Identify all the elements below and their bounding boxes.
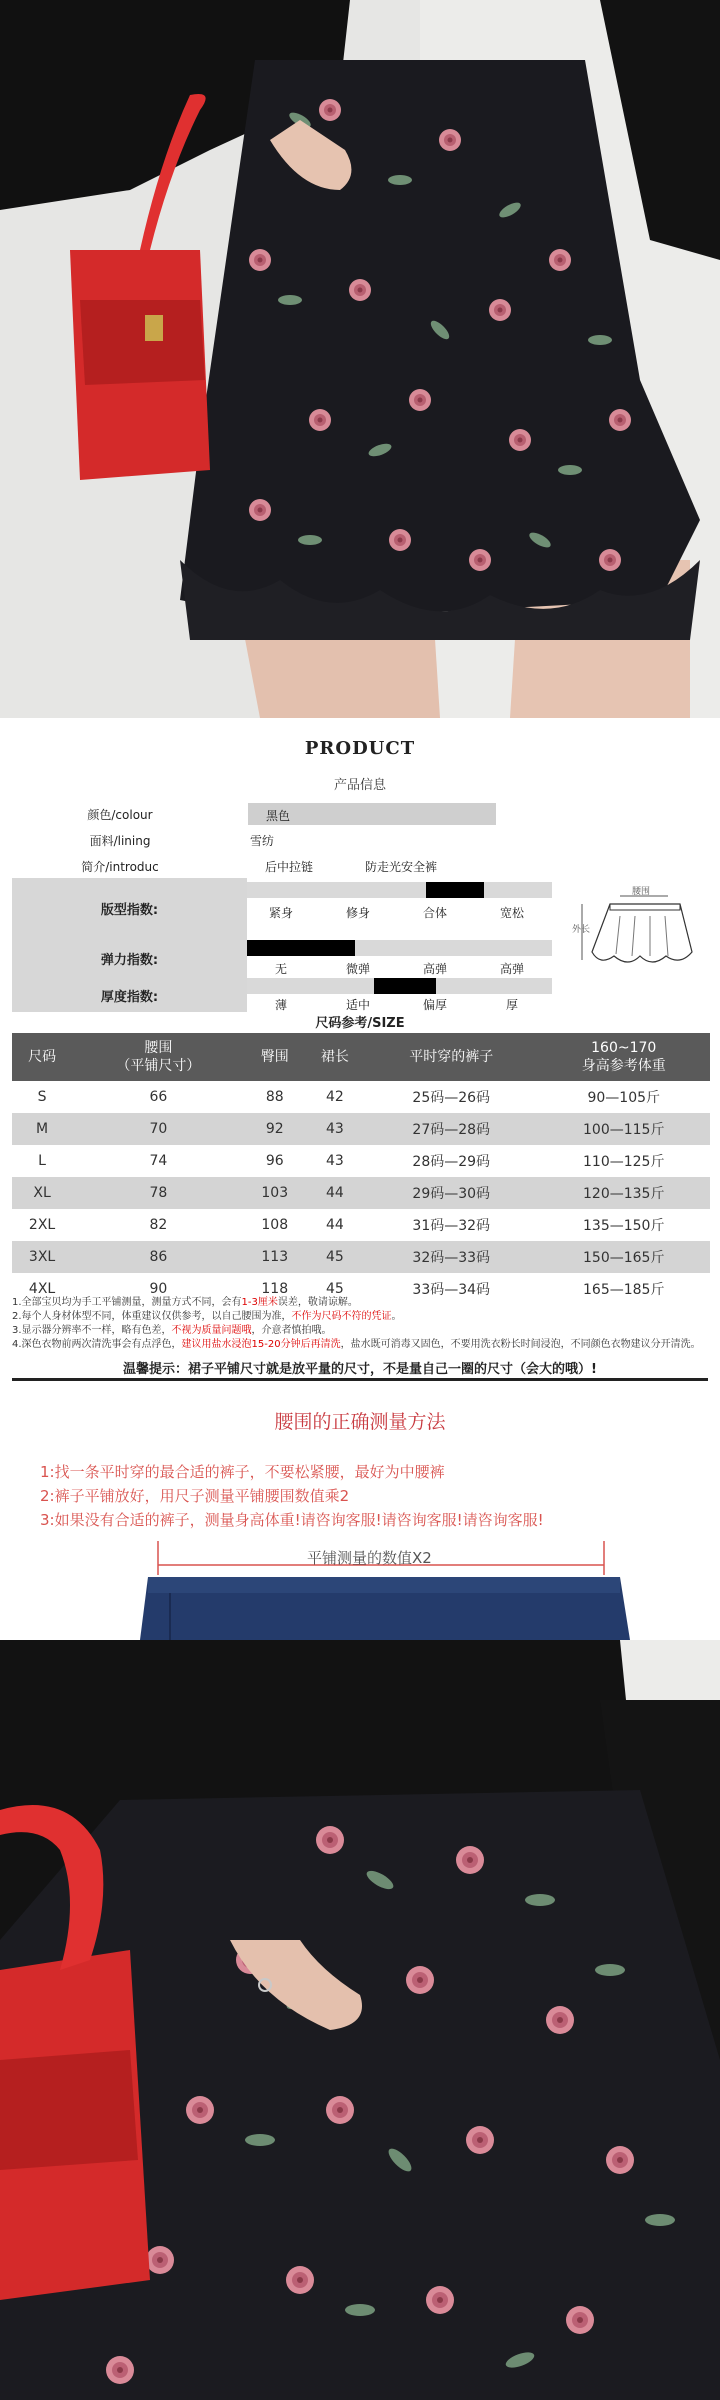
cell-weight: 120—135斤 [537,1177,710,1209]
cell-hip: 96 [265,1153,284,1169]
thickness-option-4: 厚 [505,998,518,1012]
stretch-option-4: 高弹 [499,962,524,976]
table-row [12,1081,710,1113]
note-4: 4.深色衣物前两次清洗事会有点浮色，建议用盐水浸泡15-20分钟后再清洗，盐水既可消毒又固色，不要用洗衣粉长时间浸泡，不同颜色衣物建议分开清洗。 [12,1339,701,1350]
stretch-index-label: 弹力指数: [12,938,247,978]
fit-option-1: 紧身 [268,906,293,920]
cell-pants: 31码—32码 [412,1218,491,1234]
cell-length: 43 [326,1153,344,1169]
stretch-option-3: 高弹 [422,962,447,976]
cell-length: 42 [326,1089,344,1105]
cell-waist: 90 [149,1281,168,1297]
size-header-waist: 腰围 （平铺尺寸） [72,1033,244,1081]
product-info-section [0,718,720,1377]
skirt-diagram [570,886,715,996]
note-3: 3.显示器分辨率不一样，略有色差，不视为质量问题哦，介意者慎拍哦。 [12,1325,332,1336]
fit-index-row [12,878,552,938]
cell-pants: 28码—29码 [412,1154,491,1170]
cell-hip: 103 [245,1177,305,1209]
cell-waist: 78 [72,1177,244,1209]
cell-waist: 74 [149,1153,168,1169]
table-row [12,1241,710,1273]
cell-size: L [38,1153,46,1169]
fit-index-label: 版型指数: [12,878,247,938]
diagram-hem-label: 外长 [572,925,591,935]
measure-step-2: 2:裤子平铺放好，用尺子测量平铺腰围数值乘2 [40,1487,350,1505]
measure-step-1: 1:找一条平时穿的最合适的裤子，不要松紧腰，最好为中腰裤 [40,1463,445,1481]
cell-size: XL [12,1177,72,1209]
cell-weight: 90—105斤 [587,1090,661,1106]
measure-title: 腰围的正确测量方法 [274,1411,446,1433]
cell-size: M [12,1113,72,1145]
measure-step-3: 3:如果没有合适的裤子，测量身高体重!请咨询客服!请咨询客服!请咨询客服! [40,1511,544,1529]
measure-caption: 平铺测量的数值X2 [307,1549,432,1567]
thickness-index-row [12,978,552,1012]
product-subheading: 产品信息 [333,778,386,793]
size-notes [12,1296,712,1352]
intro-value-2: 防走光安全裤 [365,860,438,874]
fit-option-2: 修身 [345,906,370,920]
cell-hip: 113 [245,1241,305,1273]
product-heading: PRODUCT [304,738,416,759]
size-header-weight: 160~170 身高参考体重 [537,1033,710,1081]
cell-weight: 165—185斤 [583,1282,665,1298]
cell-size: 4XL [28,1281,56,1297]
stretch-index-marker [247,940,355,956]
thickness-index-label: 厚度指数: [12,978,247,1012]
cell-pants: 27码—28码 [365,1113,537,1145]
size-header-size: 尺码 [12,1033,72,1081]
cell-waist: 70 [72,1113,244,1145]
waist-measure-section [0,1385,720,1640]
stretch-index-row [12,938,552,978]
colour-label: 颜色/colour [87,808,153,822]
cell-pants: 25码—26码 [412,1090,491,1106]
size-header-hip: 臀围 [245,1033,305,1081]
cell-hip: 88 [265,1089,284,1105]
cell-weight: 150—165斤 [537,1241,710,1273]
cell-weight: 100—115斤 [537,1113,710,1145]
lining-label: 面料/lining [89,834,151,848]
thickness-index-marker [374,978,436,994]
cell-waist: 82 [149,1217,168,1233]
thickness-option-3: 偏厚 [422,998,447,1012]
size-table-title: 尺码参考/SIZE [315,1016,405,1031]
cell-length: 43 [305,1113,365,1145]
table-row [12,1145,710,1177]
cell-waist: 86 [72,1241,244,1273]
fit-index-marker [426,882,484,898]
lining-value: 雪纺 [250,834,275,848]
cell-size: 3XL [12,1241,72,1273]
thickness-option-1: 薄 [274,998,287,1012]
fit-option-4: 宽松 [499,906,524,920]
fit-option-3: 合体 [422,906,447,920]
cell-length: 45 [305,1241,365,1273]
note-1: 1.全部宝贝均为手工平铺测量，测量方式不同，会有1-3厘米误差，敬请谅解。 [12,1297,358,1308]
cell-length: 44 [326,1217,344,1233]
table-row [12,1177,710,1209]
cell-length: 45 [326,1281,344,1297]
intro-value-1: 后中拉链 [265,860,314,874]
cell-hip: 92 [245,1113,305,1145]
colour-value: 黑色 [266,809,291,823]
warm-tip: 温馨提示：裙子平铺尺寸就是放平量的尺寸，不是量自己一圈的尺寸（会大的哦）! [123,1362,597,1377]
intro-label: 简介/introduc [81,860,159,874]
product-photo-bottom [0,1640,720,2400]
cell-pants: 33码—34码 [412,1282,491,1298]
table-row [12,1113,710,1145]
table-row [12,1209,710,1241]
size-table [12,1033,710,1305]
thickness-option-2: 适中 [345,998,370,1012]
cell-hip: 108 [261,1217,289,1233]
stretch-option-2: 微弹 [345,962,370,976]
cell-size: 2XL [28,1217,56,1233]
divider [12,1378,708,1381]
cell-waist: 66 [149,1089,168,1105]
cell-pants: 32码—33码 [365,1241,537,1273]
cell-pants: 29码—30码 [365,1177,537,1209]
diagram-waist-label: 腰围 [632,887,651,897]
cell-weight: 135—150斤 [583,1218,665,1234]
note-2: 2.每个人身材体型不同，体重建议仅供参考，以自己腰围为准，不作为尺码不符的凭证。 [12,1311,402,1322]
product-photo-top [0,0,720,718]
stretch-option-1: 无 [274,962,287,976]
cell-length: 44 [305,1177,365,1209]
size-header-length: 裙长 [305,1033,365,1081]
cell-hip: 118 [261,1281,289,1297]
size-header-pants: 平时穿的裤子 [365,1033,537,1081]
cell-size: S [37,1089,47,1105]
cell-weight: 110—125斤 [583,1154,665,1170]
